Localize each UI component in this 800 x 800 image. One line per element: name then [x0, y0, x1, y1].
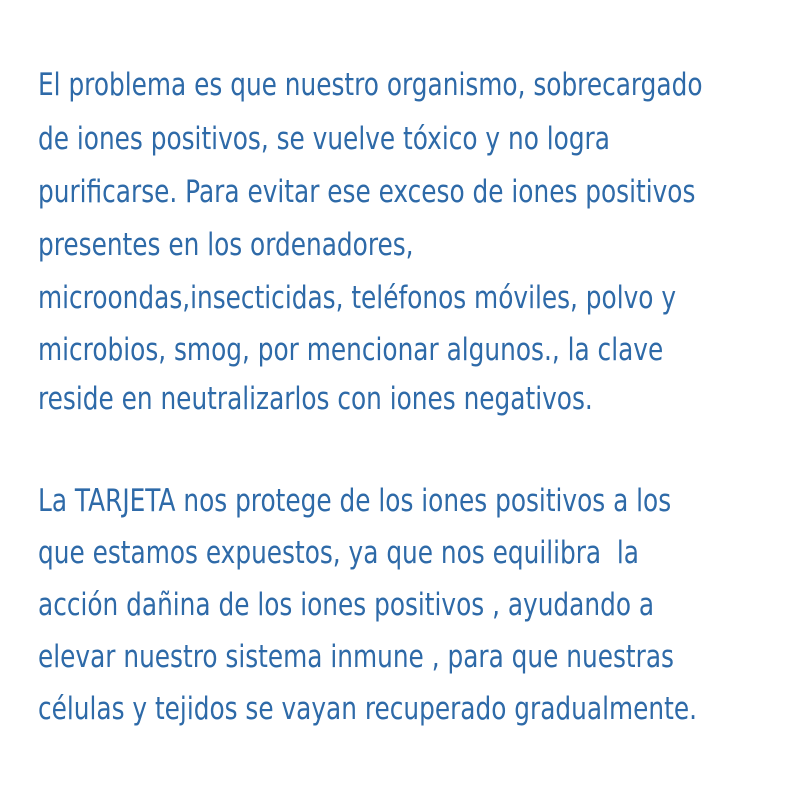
text-line: microbios, smog, por mencionar algunos., la clave [38, 332, 664, 368]
text-line: de iones positivos, se vuelve tóxico y no logra [38, 121, 610, 157]
text-line: acción dañina de los iones positivos , ayudando a [38, 587, 655, 623]
text-line: presentes en los ordenadores, [38, 227, 414, 263]
text-line: que estamos expuestos, ya que nos equilibra la [38, 535, 639, 571]
text-line: purificarse. Para evitar ese exceso de iones positivos [38, 174, 696, 210]
text-line: El problema es que nuestro organismo, sobrecargado [38, 67, 703, 103]
text-line: células y tejidos se vayan recuperado gradualmente. [38, 691, 697, 727]
text-line: La TARJETA nos protege de los iones positivos a los [38, 483, 672, 519]
text-line: reside en neutralizarlos con iones negativos. [38, 381, 593, 417]
text-line: microondas,insecticidas, teléfonos móviles, polvo y [38, 280, 677, 316]
text-line: elevar nuestro sistema inmune , para que nuestras [38, 639, 674, 675]
